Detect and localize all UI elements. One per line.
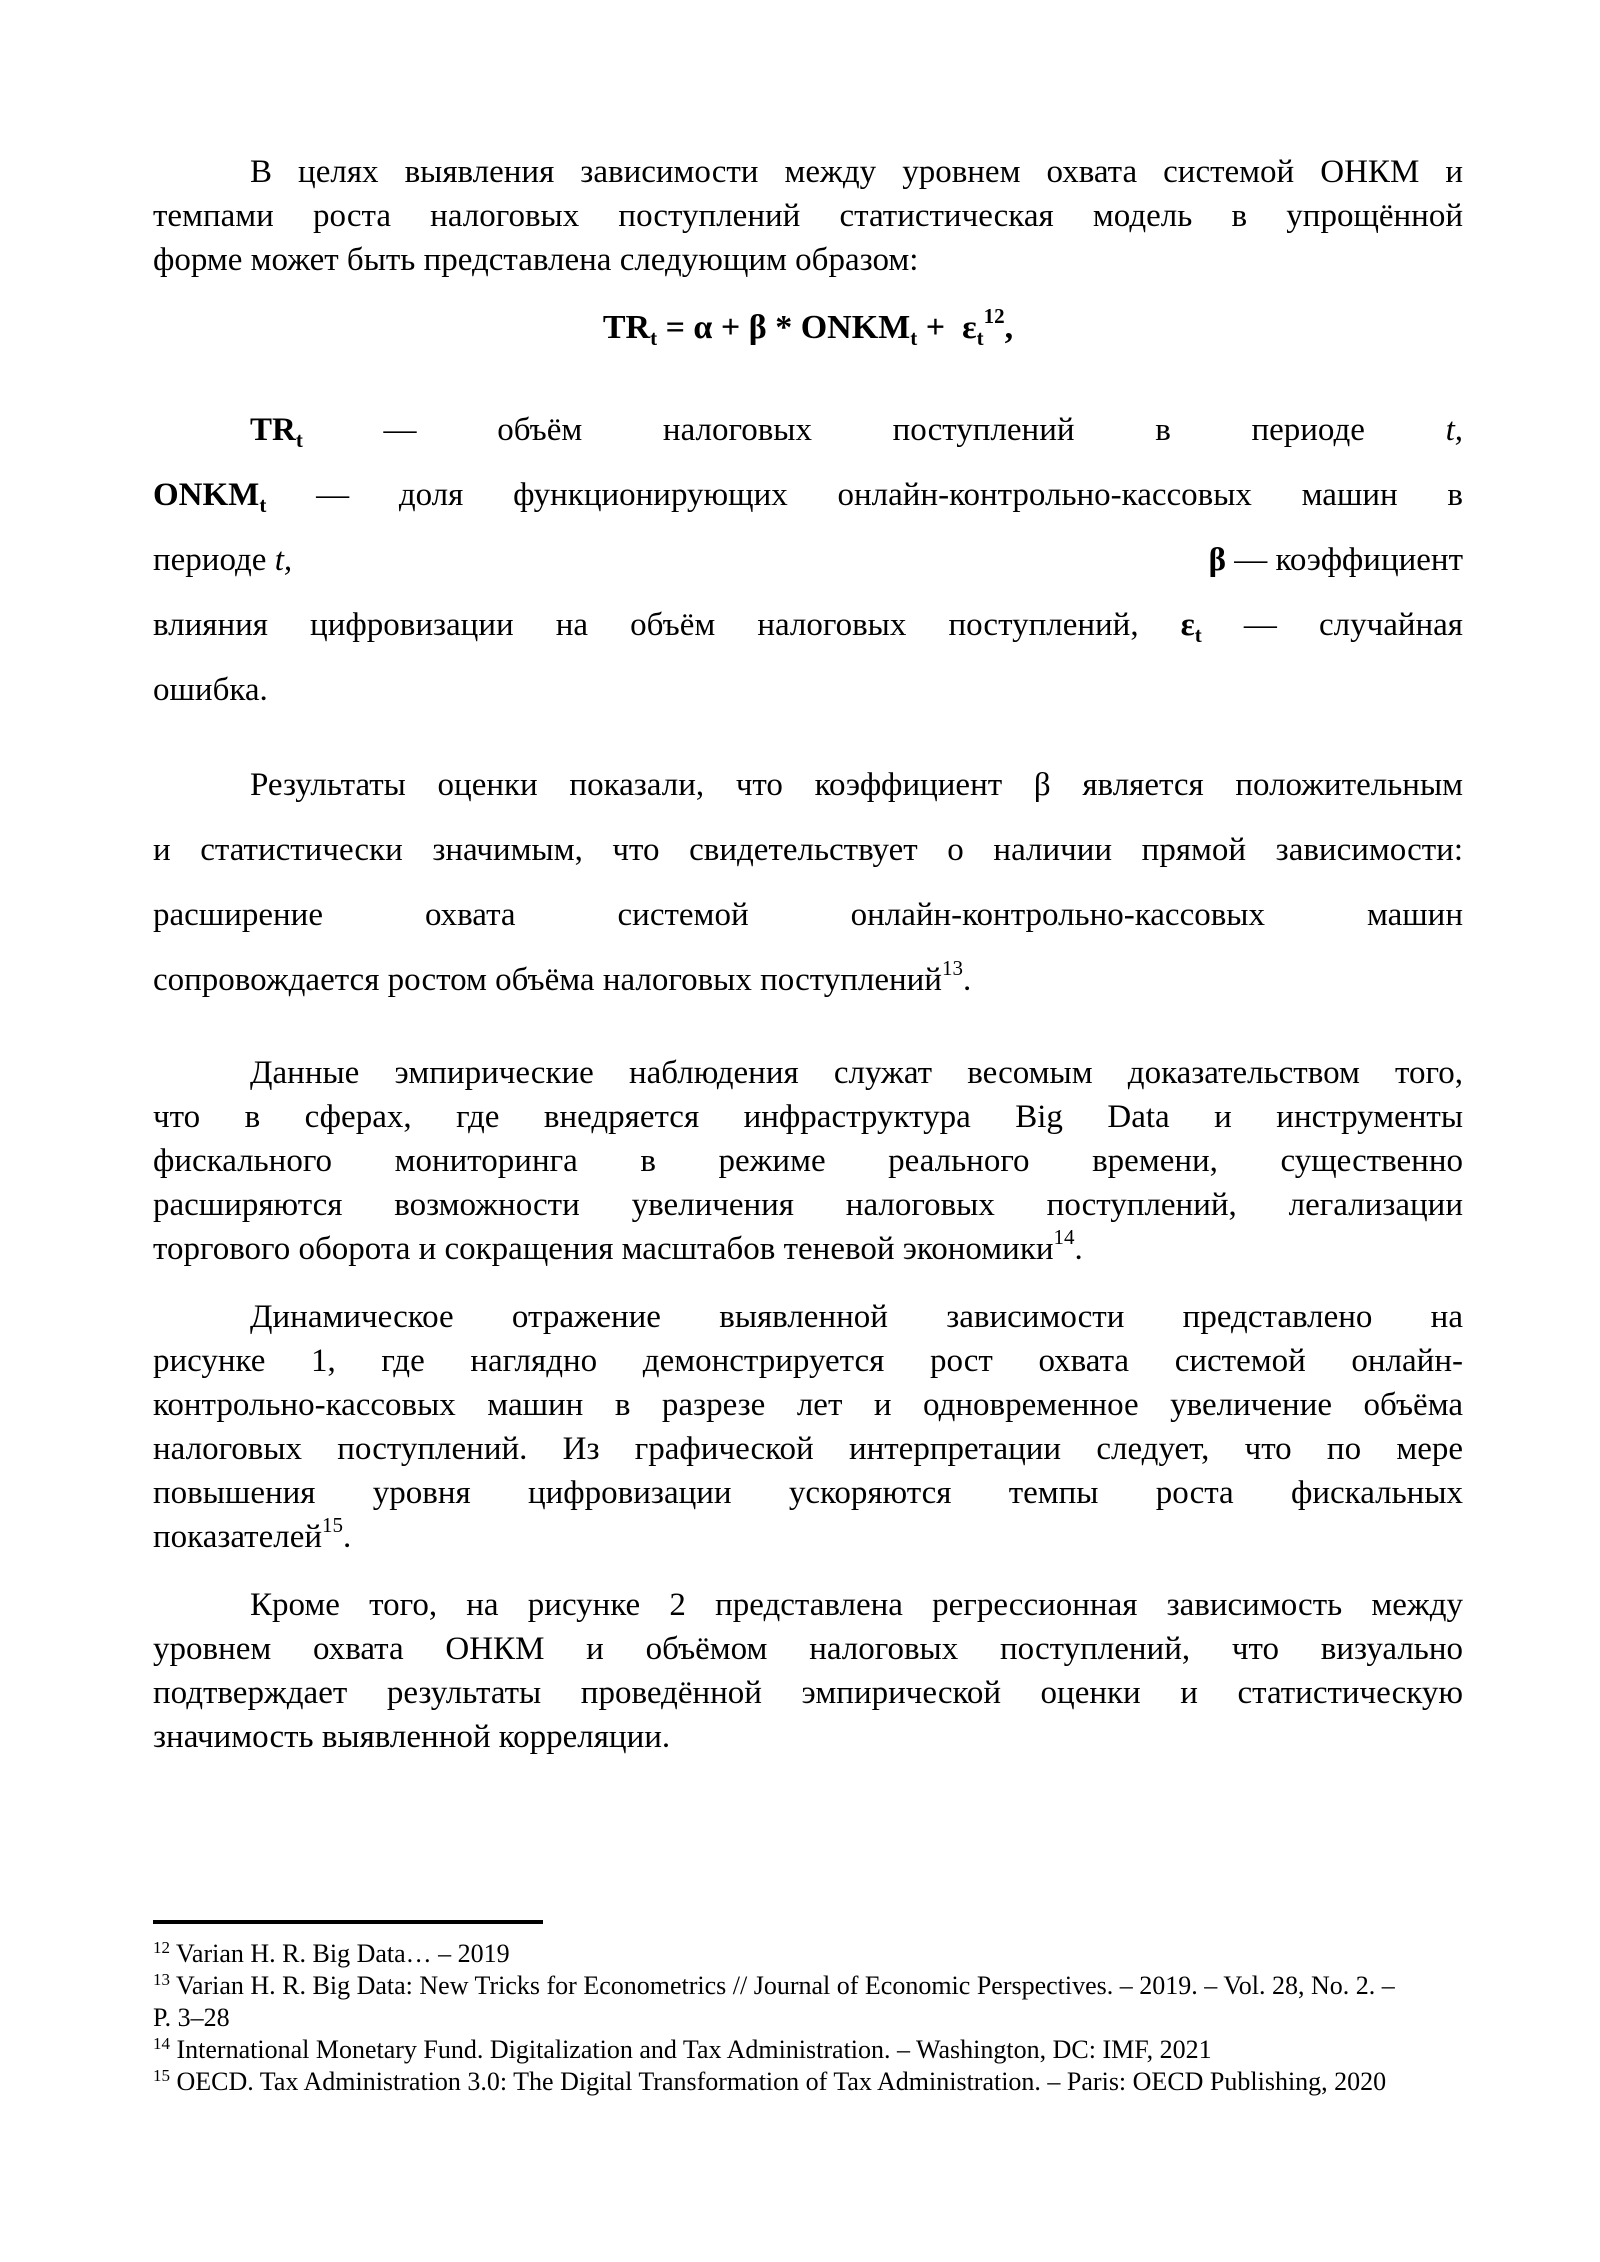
text-segment: International Monetary Fund. Digitalization and Tax Administration. – Washington, DC: IMF, 2021: [170, 2035, 1212, 2064]
text-segment: уровнем охвата ОНКМ и объёмом налоговых поступлений, что визуально: [153, 1631, 1463, 1667]
text-line: [153, 1627, 1463, 1671]
superscript-reference: 15: [322, 1513, 344, 1537]
text-line: [153, 1970, 1463, 2002]
paragraph-variable-definitions: [153, 398, 1463, 723]
text-segment: В целях выявления зависимости между уровнем охвата системой ОНКМ и: [250, 154, 1463, 190]
text-segment: t,: [1445, 412, 1463, 448]
subscript: t: [976, 326, 984, 350]
text-line: [153, 1515, 1463, 1559]
text-segment: Результаты оценки показали, что коэффициент β является положительным: [250, 767, 1463, 803]
text-line: [153, 2002, 1463, 2034]
paragraph-empirical-observations: [153, 1051, 1463, 1271]
text-segment: подтверждает результаты проведённой эмпирической оценки и статистическую: [153, 1675, 1463, 1711]
line-right-group: [1209, 528, 1463, 593]
text-line: [153, 1051, 1463, 1095]
text-line: [153, 1715, 1463, 1759]
text-segment: .: [962, 962, 972, 998]
line-left-group: [153, 528, 292, 593]
paragraph-figure1-dynamics: [153, 1295, 1463, 1559]
text-line: [153, 1427, 1463, 1471]
regression-formula: [153, 306, 1463, 350]
superscript-reference: 14: [153, 2034, 170, 2053]
text-segment: Данные эмпирические наблюдения служат весомым доказательством того,: [250, 1055, 1463, 1091]
text-segment: TR: [602, 309, 651, 346]
text-line: [153, 2034, 1463, 2066]
subscript: t: [295, 428, 303, 452]
text-line: [153, 463, 1463, 528]
footnote-separator-rule: [153, 1920, 543, 1924]
text-segment: + ε: [917, 309, 977, 346]
text-segment: периоде: [153, 542, 275, 578]
text-line: [153, 150, 1463, 194]
paragraph-estimation-results: [153, 753, 1463, 1013]
text-segment: β: [1208, 542, 1226, 578]
text-segment: Кроме того, на рисунке 2 представлена регрессионная зависимость между: [250, 1587, 1463, 1623]
paragraph-figure2-regression: [153, 1583, 1463, 1759]
text-segment: — коэффициент: [1225, 542, 1463, 578]
text-segment: Varian H. R. Big Data… – 2019: [170, 1939, 510, 1968]
text-segment: Динамическое отражение выявленной зависимости представлено на: [250, 1299, 1463, 1335]
text-line: [153, 1183, 1463, 1227]
text-line: [153, 658, 1463, 723]
subscript: t: [1194, 623, 1202, 647]
text-segment: .: [343, 1519, 352, 1555]
text-line: [153, 1139, 1463, 1183]
text-segment: OECD. Tax Administration 3.0: The Digital Transformation of Tax Administration. – Paris: OECD Publishing, 2020: [170, 2067, 1387, 2096]
subscript: t: [259, 493, 267, 517]
text-segment: расширяются возможности увеличения налоговых поступлений, легализации: [153, 1187, 1463, 1223]
superscript-reference: 14: [1053, 1225, 1075, 1249]
paragraph-model-intro: [153, 150, 1463, 282]
subscript: t: [910, 326, 918, 350]
text-segment: ONKM: [153, 477, 260, 513]
text-line: [153, 398, 1463, 463]
text-segment: влияния цифровизации на объём налоговых поступлений,: [153, 607, 1181, 643]
footnote-list: [153, 1938, 1463, 2098]
text-line: [153, 1339, 1463, 1383]
superscript-reference: 12: [153, 1938, 170, 1957]
text-segment: фискального мониторинга в режиме реального времени, существенно: [153, 1143, 1463, 1179]
text-line: [153, 818, 1463, 883]
text-line: [153, 2066, 1463, 2098]
text-segment: TR: [250, 412, 296, 448]
text-segment: сопровождается ростом объёма налоговых поступлений: [153, 962, 942, 998]
text-segment: расширение охвата системой онлайн-контрольно-кассовых машин: [153, 897, 1463, 933]
text-segment: торгового оборота и сокращения масштабов теневой экономики: [153, 1231, 1054, 1267]
text-line: [153, 1295, 1463, 1339]
text-line: [153, 1671, 1463, 1715]
superscript-reference: 13: [153, 1970, 170, 1989]
text-segment: темпами роста налоговых поступлений статистическая модель в упрощённой: [153, 198, 1463, 234]
text-segment: P. 3–28: [153, 2003, 230, 2032]
text-segment: — объём налоговых поступлений в периоде: [302, 412, 1446, 448]
text-segment: — доля функционирующих онлайн-контрольно-кассовых машин в: [266, 477, 1463, 513]
text-segment: показателей: [153, 1519, 323, 1555]
text-line: [153, 1383, 1463, 1427]
text-line: [153, 238, 1463, 282]
text-segment: форме может быть представлена следующим образом:: [153, 242, 919, 278]
text-segment: рисунке 1, где наглядно демонстрируется рост охвата системой онлайн-: [153, 1343, 1463, 1379]
text-segment: и статистически значимым, что свидетельствует о наличии прямой зависимости:: [153, 832, 1463, 868]
superscript-reference: 13: [941, 956, 963, 980]
text-line: [153, 194, 1463, 238]
text-line: [153, 1227, 1463, 1271]
text-line: [153, 1471, 1463, 1515]
text-segment: .: [1074, 1231, 1083, 1267]
text-line: [153, 1095, 1463, 1139]
footnotes-section: [153, 1920, 1463, 2098]
text-segment: Varian H. R. Big Data: New Tricks for Econometrics // Journal of Economic Perspectives. – 2019. – Vol. 28, No. 2. –: [170, 1971, 1395, 2000]
text-segment: — случайная: [1201, 607, 1463, 643]
text-segment: повышения уровня цифровизации ускоряются темпы роста фискальных: [153, 1475, 1463, 1511]
text-segment: контрольно-кассовых машин в разрезе лет и одновременное увеличение объёма: [153, 1387, 1463, 1423]
text-line: [153, 528, 1463, 593]
text-segment: налоговых поступлений. Из графической интерпретации следует, что по мере: [153, 1431, 1463, 1467]
text-line: [153, 1583, 1463, 1627]
text-line: [153, 306, 1463, 350]
text-segment: ε: [1180, 607, 1195, 643]
text-line: [153, 948, 1463, 1013]
text-segment: t,: [274, 542, 293, 578]
text-line: [153, 593, 1463, 658]
superscript-reference: 15: [153, 2066, 170, 2085]
text-line: [153, 753, 1463, 818]
text-segment: ошибка.: [153, 672, 268, 708]
text-segment: = α + β * ONKM: [657, 309, 911, 346]
text-segment: что в сферах, где внедряется инфраструктура Big Data и инструменты: [153, 1099, 1463, 1135]
text-segment: ,: [1004, 309, 1014, 346]
text-line: [153, 883, 1463, 948]
superscript-reference: 12: [983, 304, 1005, 328]
text-line: [153, 1938, 1463, 1970]
text-segment: значимость выявленной корреляции.: [153, 1719, 671, 1755]
subscript: t: [650, 326, 658, 350]
